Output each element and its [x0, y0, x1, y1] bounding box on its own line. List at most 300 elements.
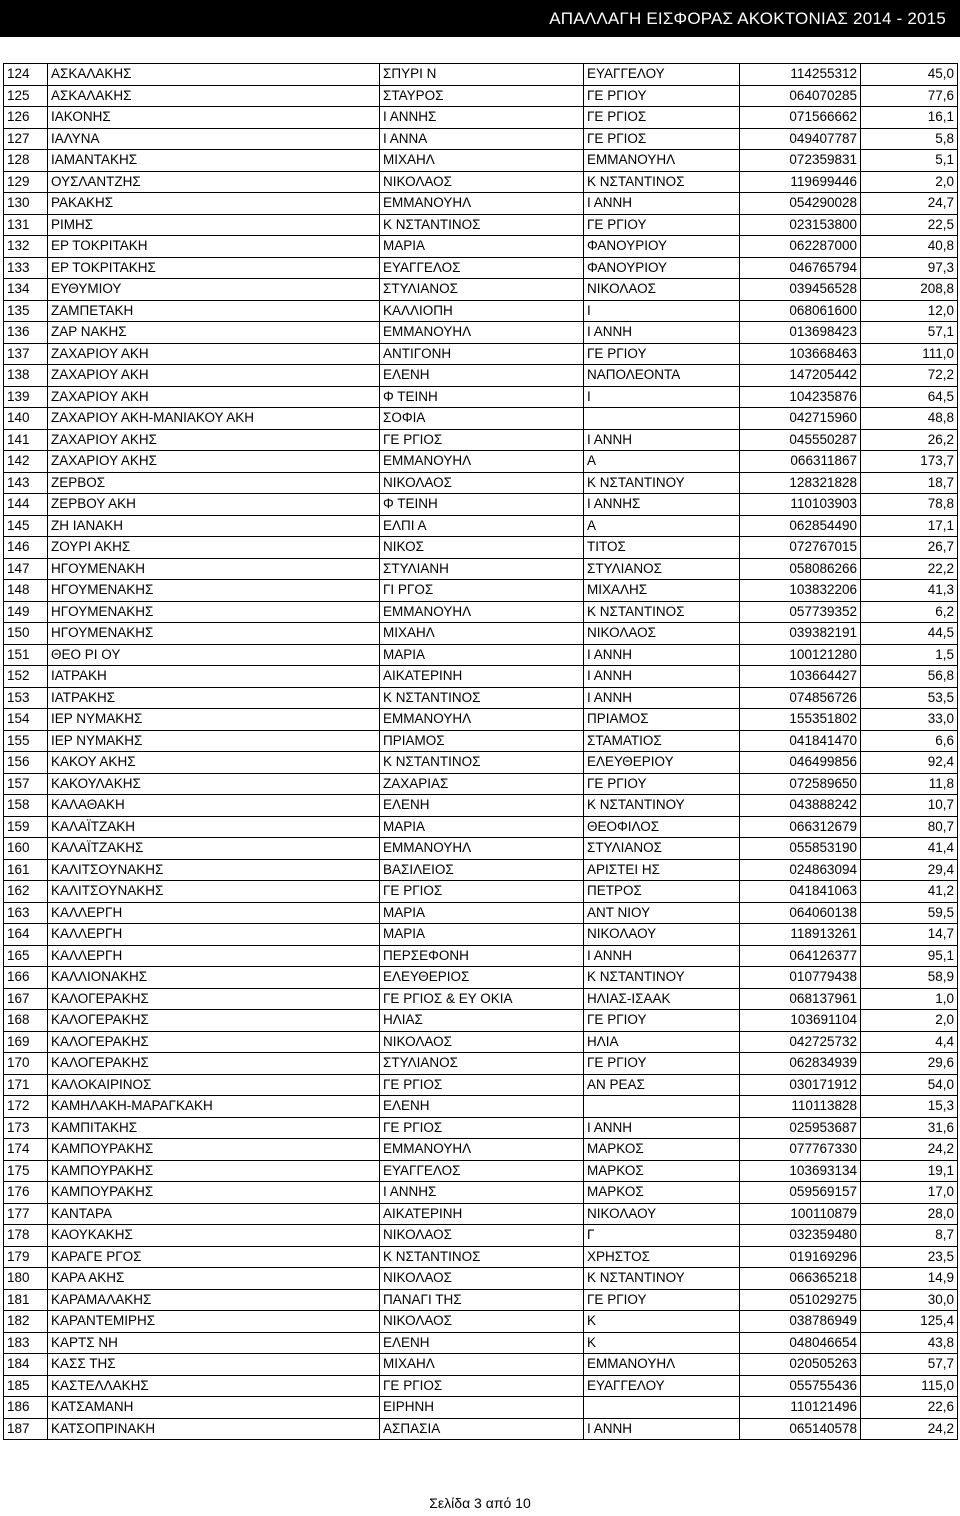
- father-name-cell: Ι ΑΝΝΗ: [584, 429, 740, 451]
- father-name-cell: ΑΝ ΡΕΑΣ: [584, 1074, 740, 1096]
- row-number-cell: 143: [4, 472, 48, 494]
- amount-cell: 2,0: [861, 1010, 958, 1032]
- table-row: [4, 773, 958, 795]
- father-name-cell: ΓΕ ΡΓΙΟΥ: [584, 1053, 740, 1075]
- table-row: [4, 902, 958, 924]
- tax-id-cell: 038786949: [740, 1311, 861, 1333]
- tax-id-cell: 020505263: [740, 1354, 861, 1376]
- father-name-cell: Ι ΑΝΝΗ: [584, 1418, 740, 1440]
- row-number-cell: 151: [4, 644, 48, 666]
- first-name-cell: ΕΛΕΝΗ: [380, 795, 584, 817]
- father-name-cell: Κ ΝΣΤΑΝΤΙΝΟΥ: [584, 472, 740, 494]
- tax-id-cell: 024863094: [740, 859, 861, 881]
- row-number-cell: 166: [4, 967, 48, 989]
- first-name-cell: ΝΙΚΟΣ: [380, 537, 584, 559]
- first-name-cell: ΓΕ ΡΓΙΟΣ: [380, 1375, 584, 1397]
- table-row: [4, 1225, 958, 1247]
- row-number-cell: 173: [4, 1117, 48, 1139]
- tax-id-cell: 100121280: [740, 644, 861, 666]
- row-number-cell: 140: [4, 408, 48, 430]
- first-name-cell: ΕΙΡΗΝΗ: [380, 1397, 584, 1419]
- row-number-cell: 136: [4, 322, 48, 344]
- surname-cell: ΚΑΛΟΓΕΡΑΚΗΣ: [48, 988, 380, 1010]
- row-number-cell: 170: [4, 1053, 48, 1075]
- tax-id-cell: 049407787: [740, 128, 861, 150]
- amount-cell: 5,8: [861, 128, 958, 150]
- father-name-cell: Ι ΑΝΝΗ: [584, 1117, 740, 1139]
- first-name-cell: ΣΤΥΛΙΑΝΟΣ: [380, 279, 584, 301]
- surname-cell: ΚΑΜΠΙΤΑΚΗΣ: [48, 1117, 380, 1139]
- tax-id-cell: 103668463: [740, 343, 861, 365]
- row-number-cell: 127: [4, 128, 48, 150]
- table-row: [4, 107, 958, 129]
- row-number-cell: 184: [4, 1354, 48, 1376]
- surname-cell: ΚΑΜΠΟΥΡΑΚΗΣ: [48, 1182, 380, 1204]
- surname-cell: ΖΟΥΡΙ ΑΚΗΣ: [48, 537, 380, 559]
- row-number-cell: 147: [4, 558, 48, 580]
- father-name-cell: ΕΥΑΓΓΕΛΟΥ: [584, 1375, 740, 1397]
- amount-cell: 26,2: [861, 429, 958, 451]
- row-number-cell: 125: [4, 85, 48, 107]
- table-row: [4, 1268, 958, 1290]
- first-name-cell: ΑΝΤΙΓΟΝΗ: [380, 343, 584, 365]
- row-number-cell: 186: [4, 1397, 48, 1419]
- amount-cell: 53,5: [861, 687, 958, 709]
- father-name-cell: Α: [584, 515, 740, 537]
- table-row: [4, 623, 958, 645]
- amount-cell: 59,5: [861, 902, 958, 924]
- surname-cell: ΚΑΛΛΙΟΝΑΚΗΣ: [48, 967, 380, 989]
- row-number-cell: 138: [4, 365, 48, 387]
- tax-id-cell: 110121496: [740, 1397, 861, 1419]
- father-name-cell: ΣΤΑΜΑΤΙΟΣ: [584, 730, 740, 752]
- row-number-cell: 156: [4, 752, 48, 774]
- tax-id-cell: 064070285: [740, 85, 861, 107]
- tax-id-cell: 066311867: [740, 451, 861, 473]
- tax-id-cell: 023153800: [740, 214, 861, 236]
- row-number-cell: 153: [4, 687, 48, 709]
- tax-id-cell: 110103903: [740, 494, 861, 516]
- table-row: [4, 1160, 958, 1182]
- surname-cell: ΚΑΛΛΕΡΓΗ: [48, 902, 380, 924]
- father-name-cell: ΓΕ ΡΓΙΟΥ: [584, 214, 740, 236]
- row-number-cell: 159: [4, 816, 48, 838]
- row-number-cell: 154: [4, 709, 48, 731]
- surname-cell: ΕΥΘΥΜΙΟΥ: [48, 279, 380, 301]
- table-row: [4, 945, 958, 967]
- amount-cell: 6,6: [861, 730, 958, 752]
- row-number-cell: 132: [4, 236, 48, 258]
- father-name-cell: [584, 1397, 740, 1419]
- tax-id-cell: 119699446: [740, 171, 861, 193]
- surname-cell: ΚΑΚΟΥΛΑΚΗΣ: [48, 773, 380, 795]
- first-name-cell: ΕΜΜΑΝΟΥΗΛ: [380, 193, 584, 215]
- row-number-cell: 178: [4, 1225, 48, 1247]
- first-name-cell: ΣΤΑΥΡΟΣ: [380, 85, 584, 107]
- surname-cell: ΙΑΤΡΑΚΗΣ: [48, 687, 380, 709]
- first-name-cell: ΕΜΜΑΝΟΥΗΛ: [380, 322, 584, 344]
- table-row: [4, 150, 958, 172]
- amount-cell: 41,2: [861, 881, 958, 903]
- father-name-cell: ΕΜΜΑΝΟΥΗΛ: [584, 150, 740, 172]
- first-name-cell: ΗΛΙΑΣ: [380, 1010, 584, 1032]
- table-row: [4, 687, 958, 709]
- amount-cell: 30,0: [861, 1289, 958, 1311]
- table-row: [4, 644, 958, 666]
- table-row: [4, 558, 958, 580]
- amount-cell: 40,8: [861, 236, 958, 258]
- amount-cell: 10,7: [861, 795, 958, 817]
- table-row: [4, 1397, 958, 1419]
- father-name-cell: Κ ΝΣΤΑΝΤΙΝΟΣ: [584, 601, 740, 623]
- amount-cell: 43,8: [861, 1332, 958, 1354]
- surname-cell: ΖΕΡΒΟΥ ΑΚΗ: [48, 494, 380, 516]
- amount-cell: 173,7: [861, 451, 958, 473]
- father-name-cell: Γ: [584, 1225, 740, 1247]
- first-name-cell: ΜΑΡΙΑ: [380, 644, 584, 666]
- row-number-cell: 164: [4, 924, 48, 946]
- first-name-cell: ΝΙΚΟΛΑΟΣ: [380, 1031, 584, 1053]
- row-number-cell: 160: [4, 838, 48, 860]
- row-number-cell: 177: [4, 1203, 48, 1225]
- tax-id-cell: 032359480: [740, 1225, 861, 1247]
- amount-cell: 24,2: [861, 1418, 958, 1440]
- father-name-cell: Ι ΑΝΝΗ: [584, 666, 740, 688]
- table-row: [4, 1418, 958, 1440]
- father-name-cell: Κ: [584, 1332, 740, 1354]
- row-number-cell: 187: [4, 1418, 48, 1440]
- father-name-cell: ΓΕ ΡΓΙΟΣ: [584, 107, 740, 129]
- father-name-cell: ΝΙΚΟΛΑΟΥ: [584, 1203, 740, 1225]
- table-row: [4, 1053, 958, 1075]
- tax-id-cell: 155351802: [740, 709, 861, 731]
- table-row: [4, 128, 958, 150]
- father-name-cell: ΑΝΤ ΝΙΟΥ: [584, 902, 740, 924]
- tax-id-cell: 066312679: [740, 816, 861, 838]
- first-name-cell: ΓΕ ΡΓΙΟΣ: [380, 1117, 584, 1139]
- amount-cell: 18,7: [861, 472, 958, 494]
- table-row: [4, 1074, 958, 1096]
- father-name-cell: ΕΥΑΓΓΕΛΟΥ: [584, 64, 740, 86]
- amount-cell: 33,0: [861, 709, 958, 731]
- amount-cell: 77,6: [861, 85, 958, 107]
- row-number-cell: 150: [4, 623, 48, 645]
- tax-id-cell: 039382191: [740, 623, 861, 645]
- first-name-cell: ΕΜΜΑΝΟΥΗΛ: [380, 601, 584, 623]
- table-row: [4, 408, 958, 430]
- tax-id-cell: 103832206: [740, 580, 861, 602]
- table-row: [4, 1117, 958, 1139]
- first-name-cell: ΣΤΥΛΙΑΝΟΣ: [380, 1053, 584, 1075]
- table-row: [4, 601, 958, 623]
- tax-id-cell: 068137961: [740, 988, 861, 1010]
- tax-id-cell: 066365218: [740, 1268, 861, 1290]
- first-name-cell: ΝΙΚΟΛΑΟΣ: [380, 1225, 584, 1247]
- surname-cell: ΙΑΛΥΝΑ: [48, 128, 380, 150]
- row-number-cell: 161: [4, 859, 48, 881]
- first-name-cell: ΑΙΚΑΤΕΡΙΝΗ: [380, 1203, 584, 1225]
- page-number: Σελίδα 3 από 10: [429, 1495, 531, 1511]
- father-name-cell: ΤΙΤΟΣ: [584, 537, 740, 559]
- table-row: [4, 795, 958, 817]
- first-name-cell: ΕΥΑΓΓΕΛΟΣ: [380, 1160, 584, 1182]
- row-number-cell: 175: [4, 1160, 48, 1182]
- tax-id-cell: 025953687: [740, 1117, 861, 1139]
- surname-cell: ΚΑΛΟΓΕΡΑΚΗΣ: [48, 1031, 380, 1053]
- row-number-cell: 148: [4, 580, 48, 602]
- father-name-cell: Ι ΑΝΝΗ: [584, 193, 740, 215]
- row-number-cell: 149: [4, 601, 48, 623]
- table-row: [4, 881, 958, 903]
- father-name-cell: ΜΑΡΚΟΣ: [584, 1182, 740, 1204]
- amount-cell: 78,8: [861, 494, 958, 516]
- amount-cell: 57,1: [861, 322, 958, 344]
- amount-cell: 45,0: [861, 64, 958, 86]
- tax-id-cell: 045550287: [740, 429, 861, 451]
- row-number-cell: 135: [4, 300, 48, 322]
- father-name-cell: ΕΛΕΥΘΕΡΙΟΥ: [584, 752, 740, 774]
- first-name-cell: ΕΛΕΥΘΕΡΙΟΣ: [380, 967, 584, 989]
- table-row: [4, 300, 958, 322]
- tax-id-cell: 019169296: [740, 1246, 861, 1268]
- father-name-cell: Ι ΑΝΝΗ: [584, 322, 740, 344]
- first-name-cell: ΝΙΚΟΛΑΟΣ: [380, 472, 584, 494]
- table-row: [4, 429, 958, 451]
- row-number-cell: 141: [4, 429, 48, 451]
- table-row: [4, 1311, 958, 1333]
- surname-cell: ΚΑΛΑΪΤΖΑΚΗΣ: [48, 838, 380, 860]
- father-name-cell: Ι ΑΝΝΗ: [584, 687, 740, 709]
- amount-cell: 17,1: [861, 515, 958, 537]
- surname-cell: ΗΓΟΥΜΕΝΑΚΗΣ: [48, 601, 380, 623]
- row-number-cell: 129: [4, 171, 48, 193]
- amount-cell: 208,8: [861, 279, 958, 301]
- surname-cell: ΖΑΜΠΕΤΑΚΗ: [48, 300, 380, 322]
- row-number-cell: 169: [4, 1031, 48, 1053]
- row-number-cell: 174: [4, 1139, 48, 1161]
- amount-cell: 6,2: [861, 601, 958, 623]
- amount-cell: 56,8: [861, 666, 958, 688]
- first-name-cell: ΓΕ ΡΓΙΟΣ: [380, 1074, 584, 1096]
- first-name-cell: ΜΙΧΑΗΛ: [380, 150, 584, 172]
- father-name-cell: Ι: [584, 300, 740, 322]
- surname-cell: ΡΑΚΑΚΗΣ: [48, 193, 380, 215]
- tax-id-cell: 051029275: [740, 1289, 861, 1311]
- father-name-cell: ΓΕ ΡΓΙΟΣ: [584, 128, 740, 150]
- amount-cell: 1,0: [861, 988, 958, 1010]
- table-row: [4, 1354, 958, 1376]
- surname-cell: ΚΑΛΟΚΑΙΡΙΝΟΣ: [48, 1074, 380, 1096]
- row-number-cell: 172: [4, 1096, 48, 1118]
- amount-cell: 16,1: [861, 107, 958, 129]
- surname-cell: ΚΑΚΟΥ ΑΚΗΣ: [48, 752, 380, 774]
- table-row: [4, 537, 958, 559]
- first-name-cell: ΜΑΡΙΑ: [380, 924, 584, 946]
- surname-cell: ΗΓΟΥΜΕΝΑΚΗΣ: [48, 623, 380, 645]
- surname-cell: ΚΑΛΙΤΣΟΥΝΑΚΗΣ: [48, 881, 380, 903]
- table-row: [4, 472, 958, 494]
- surname-cell: ΡΙΜΗΣ: [48, 214, 380, 236]
- table-row: [4, 666, 958, 688]
- father-name-cell: ΦΑΝΟΥΡΙΟΥ: [584, 257, 740, 279]
- father-name-cell: ΝΙΚΟΛΑΟΥ: [584, 924, 740, 946]
- first-name-cell: ΕΜΜΑΝΟΥΗΛ: [380, 451, 584, 473]
- father-name-cell: ΠΕΤΡΟΣ: [584, 881, 740, 903]
- row-number-cell: 171: [4, 1074, 48, 1096]
- father-name-cell: ΓΕ ΡΓΙΟΥ: [584, 343, 740, 365]
- surname-cell: ΖΕΡΒΟΣ: [48, 472, 380, 494]
- surname-cell: ΕΡ ΤΟΚΡΙΤΑΚΗΣ: [48, 257, 380, 279]
- amount-cell: 31,6: [861, 1117, 958, 1139]
- tax-id-cell: 048046654: [740, 1332, 861, 1354]
- surname-cell: ΚΑΡΑΜΑΛΑΚΗΣ: [48, 1289, 380, 1311]
- surname-cell: ΚΑΡΑΝΤΕΜΙΡΗΣ: [48, 1311, 380, 1333]
- father-name-cell: ΗΛΙΑΣ-ΙΣΑΑΚ: [584, 988, 740, 1010]
- first-name-cell: ΜΙΧΑΗΛ: [380, 623, 584, 645]
- table-row: [4, 451, 958, 473]
- father-name-cell: ΓΕ ΡΓΙΟΥ: [584, 773, 740, 795]
- table-row: [4, 838, 958, 860]
- surname-cell: ΘΕΟ ΡΙ ΟΥ: [48, 644, 380, 666]
- row-number-cell: 165: [4, 945, 48, 967]
- table-row: [4, 365, 958, 387]
- table-row: [4, 1031, 958, 1053]
- tax-id-cell: 042725732: [740, 1031, 861, 1053]
- amount-cell: 24,7: [861, 193, 958, 215]
- table-row: [4, 1182, 958, 1204]
- table-row: [4, 988, 958, 1010]
- tax-id-cell: 057739352: [740, 601, 861, 623]
- first-name-cell: ΕΛΕΝΗ: [380, 1332, 584, 1354]
- first-name-cell: Κ ΝΣΤΑΝΤΙΝΟΣ: [380, 214, 584, 236]
- first-name-cell: ΝΙΚΟΛΑΟΣ: [380, 171, 584, 193]
- surname-cell: ΚΑΜΠΟΥΡΑΚΗΣ: [48, 1139, 380, 1161]
- table-row: [4, 1246, 958, 1268]
- surname-cell: ΖΑΧΑΡΙΟΥ ΑΚΗ: [48, 365, 380, 387]
- amount-cell: 19,1: [861, 1160, 958, 1182]
- tax-id-cell: 110113828: [740, 1096, 861, 1118]
- surname-cell: ΑΣΚΑΛΑΚΗΣ: [48, 85, 380, 107]
- row-number-cell: 126: [4, 107, 48, 129]
- amount-cell: 26,7: [861, 537, 958, 559]
- amount-cell: 41,3: [861, 580, 958, 602]
- table-row: [4, 193, 958, 215]
- father-name-cell: ΜΙΧΑΛΗΣ: [584, 580, 740, 602]
- father-name-cell: ΣΤΥΛΙΑΝΟΣ: [584, 558, 740, 580]
- surname-cell: ΚΑΡΤΣ ΝΗ: [48, 1332, 380, 1354]
- tax-id-cell: 147205442: [740, 365, 861, 387]
- table-row: [4, 1010, 958, 1032]
- row-number-cell: 180: [4, 1268, 48, 1290]
- tax-id-cell: 054290028: [740, 193, 861, 215]
- row-number-cell: 130: [4, 193, 48, 215]
- father-name-cell: ΝΙΚΟΛΑΟΣ: [584, 279, 740, 301]
- surname-cell: ΚΑΣΣ ΤΗΣ: [48, 1354, 380, 1376]
- first-name-cell: ΣΟΦΙΑ: [380, 408, 584, 430]
- first-name-cell: ΣΤΥΛΙΑΝΗ: [380, 558, 584, 580]
- table-row: [4, 859, 958, 881]
- table-row: [4, 171, 958, 193]
- table-row: [4, 1096, 958, 1118]
- tax-id-cell: 030171912: [740, 1074, 861, 1096]
- tax-id-cell: 064060138: [740, 902, 861, 924]
- amount-cell: 23,5: [861, 1246, 958, 1268]
- row-number-cell: 176: [4, 1182, 48, 1204]
- first-name-cell: ΚΑΛΛΙΟΠΗ: [380, 300, 584, 322]
- surname-cell: ΙΕΡ ΝΥΜΑΚΗΣ: [48, 730, 380, 752]
- amount-cell: 80,7: [861, 816, 958, 838]
- records-table-body: [4, 64, 958, 1440]
- page-title: ΑΠΑΛΛΑΓΗ ΕΙΣΦΟΡΑΣ ΑΚΟΚΤΟΝΙΑΣ 2014 - 2015: [549, 8, 946, 28]
- surname-cell: ΖΑΡ ΝΑΚΗΣ: [48, 322, 380, 344]
- surname-cell: ΖΑΧΑΡΙΟΥ ΑΚΗ: [48, 343, 380, 365]
- row-number-cell: 183: [4, 1332, 48, 1354]
- surname-cell: ΚΑΡΑΓΕ ΡΓΟΣ: [48, 1246, 380, 1268]
- row-number-cell: 167: [4, 988, 48, 1010]
- surname-cell: ΙΑΤΡΑΚΗ: [48, 666, 380, 688]
- tax-id-cell: 043888242: [740, 795, 861, 817]
- table-row: [4, 752, 958, 774]
- amount-cell: 54,0: [861, 1074, 958, 1096]
- father-name-cell: ΝΑΠΟΛΕΟΝΤΑ: [584, 365, 740, 387]
- first-name-cell: ΕΛΕΝΗ: [380, 1096, 584, 1118]
- amount-cell: 11,8: [861, 773, 958, 795]
- father-name-cell: Ι ΑΝΝΗ: [584, 644, 740, 666]
- surname-cell: ΚΑΡΑ ΑΚΗΣ: [48, 1268, 380, 1290]
- table-row: [4, 1139, 958, 1161]
- surname-cell: ΙΕΡ ΝΥΜΑΚΗΣ: [48, 709, 380, 731]
- father-name-cell: ΓΕ ΡΓΙΟΥ: [584, 85, 740, 107]
- amount-cell: 28,0: [861, 1203, 958, 1225]
- father-name-cell: ΑΡΙΣΤΕΙ ΗΣ: [584, 859, 740, 881]
- surname-cell: ΚΑΤΣΑΜΑΝΗ: [48, 1397, 380, 1419]
- amount-cell: 15,3: [861, 1096, 958, 1118]
- table-row: [4, 236, 958, 258]
- tax-id-cell: 114255312: [740, 64, 861, 86]
- father-name-cell: [584, 408, 740, 430]
- row-number-cell: 144: [4, 494, 48, 516]
- father-name-cell: Κ: [584, 1311, 740, 1333]
- table-row: [4, 1332, 958, 1354]
- tax-id-cell: 041841470: [740, 730, 861, 752]
- father-name-cell: ΘΕΟΦΙΛΟΣ: [584, 816, 740, 838]
- page-footer: [0, 1495, 960, 1511]
- surname-cell: ΚΑΝΤΑΡΑ: [48, 1203, 380, 1225]
- father-name-cell: Κ ΝΣΤΑΝΤΙΝΟΣ: [584, 171, 740, 193]
- tax-id-cell: 068061600: [740, 300, 861, 322]
- amount-cell: 57,7: [861, 1354, 958, 1376]
- table-row: [4, 1375, 958, 1397]
- table-row: [4, 279, 958, 301]
- amount-cell: 22,5: [861, 214, 958, 236]
- tax-id-cell: 071566662: [740, 107, 861, 129]
- tax-id-cell: 104235876: [740, 386, 861, 408]
- surname-cell: ΖΑΧΑΡΙΟΥ ΑΚΗ-ΜΑΝΙΑΚΟΥ ΑΚΗ: [48, 408, 380, 430]
- tax-id-cell: 072359831: [740, 150, 861, 172]
- row-number-cell: 124: [4, 64, 48, 86]
- table-row: [4, 64, 958, 86]
- surname-cell: ΖΑΧΑΡΙΟΥ ΑΚΗΣ: [48, 451, 380, 473]
- table-row: [4, 709, 958, 731]
- first-name-cell: ΓΕ ΡΓΙΟΣ & ΕΥ ΟΚΙΑ: [380, 988, 584, 1010]
- father-name-cell: Α: [584, 451, 740, 473]
- row-number-cell: 145: [4, 515, 48, 537]
- row-number-cell: 158: [4, 795, 48, 817]
- surname-cell: ΚΑΛΙΤΣΟΥΝΑΚΗΣ: [48, 859, 380, 881]
- father-name-cell: Κ ΝΣΤΑΝΤΙΝΟΥ: [584, 967, 740, 989]
- table-row: [4, 730, 958, 752]
- tax-id-cell: 072767015: [740, 537, 861, 559]
